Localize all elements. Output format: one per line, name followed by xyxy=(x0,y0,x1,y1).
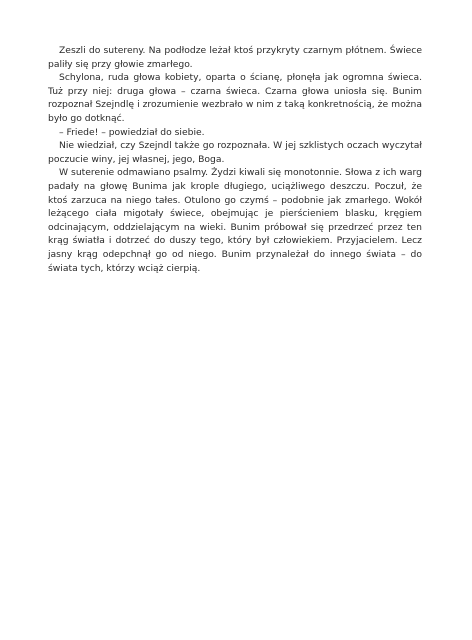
paragraph-4 xyxy=(48,139,422,166)
text-line: W suterenie odmawiano psalmy. Żydzi kiwali się monotonnie. Słowa z ich warg xyxy=(59,167,422,179)
text-line: było go dotknąć. xyxy=(48,112,125,124)
paragraph-2 xyxy=(48,71,422,125)
text-line: rozpoznał Szejndlę i zrozumienie wezbrało w nim z taką konkretnością, że można xyxy=(48,99,422,111)
text-line: Tuż przy niej: druga głowa – czarna świeca. Czarna głowa uniosła się. Bunim xyxy=(48,85,422,97)
text-line: Zeszli do sutereny. Na podłodze leżał ktoś przykryty czarnym płótnem. Świece xyxy=(59,45,422,56)
text-line: paliły się przy głowie zmarłego. xyxy=(48,58,193,70)
text-line: jasny krąg odepchnął go od niego. Bunim przynależał do innego świata – do xyxy=(48,248,422,260)
text-line: Nie wiedział, czy Szejndl także go rozpoznała. W jej szklistych oczach wyczytał xyxy=(59,140,422,152)
paragraph-3 xyxy=(48,126,422,140)
body-text xyxy=(48,44,422,275)
paragraph-5 xyxy=(48,166,422,275)
text-line: leżącego ciała migotały świece, obejmując je pierścieniem blasku, kręgiem xyxy=(48,208,422,220)
text-line: – Friede! – powiedział do siebie. xyxy=(59,126,205,138)
text-line: świata tych, którzy wciąż cierpią. xyxy=(48,262,201,274)
text-line: ktoś zarzuca na niego tałes. Otulono go czymś – podobnie jak zmarłego. Wokół xyxy=(48,194,422,206)
text-line: poczucie winy, jej własnej, jego, Boga. xyxy=(48,153,225,165)
text-line: padały na głowę Bunima jak krople długiego, uciążliwego deszczu. Poczuł, że xyxy=(48,180,422,192)
text-line: odcinającym, oddzielającym na wieki. Bunim próbował się przedrzeć przez ten xyxy=(48,221,422,233)
text-line: krąg światła i dotrzeć do duszy tego, który był człowiekiem. Przyjacielem. Lecz xyxy=(48,235,422,247)
text-line: Schylona, ruda głowa kobiety, oparta o ścianę, płonęła jak ogromna świeca. xyxy=(59,72,422,84)
paragraph-1 xyxy=(48,44,422,71)
